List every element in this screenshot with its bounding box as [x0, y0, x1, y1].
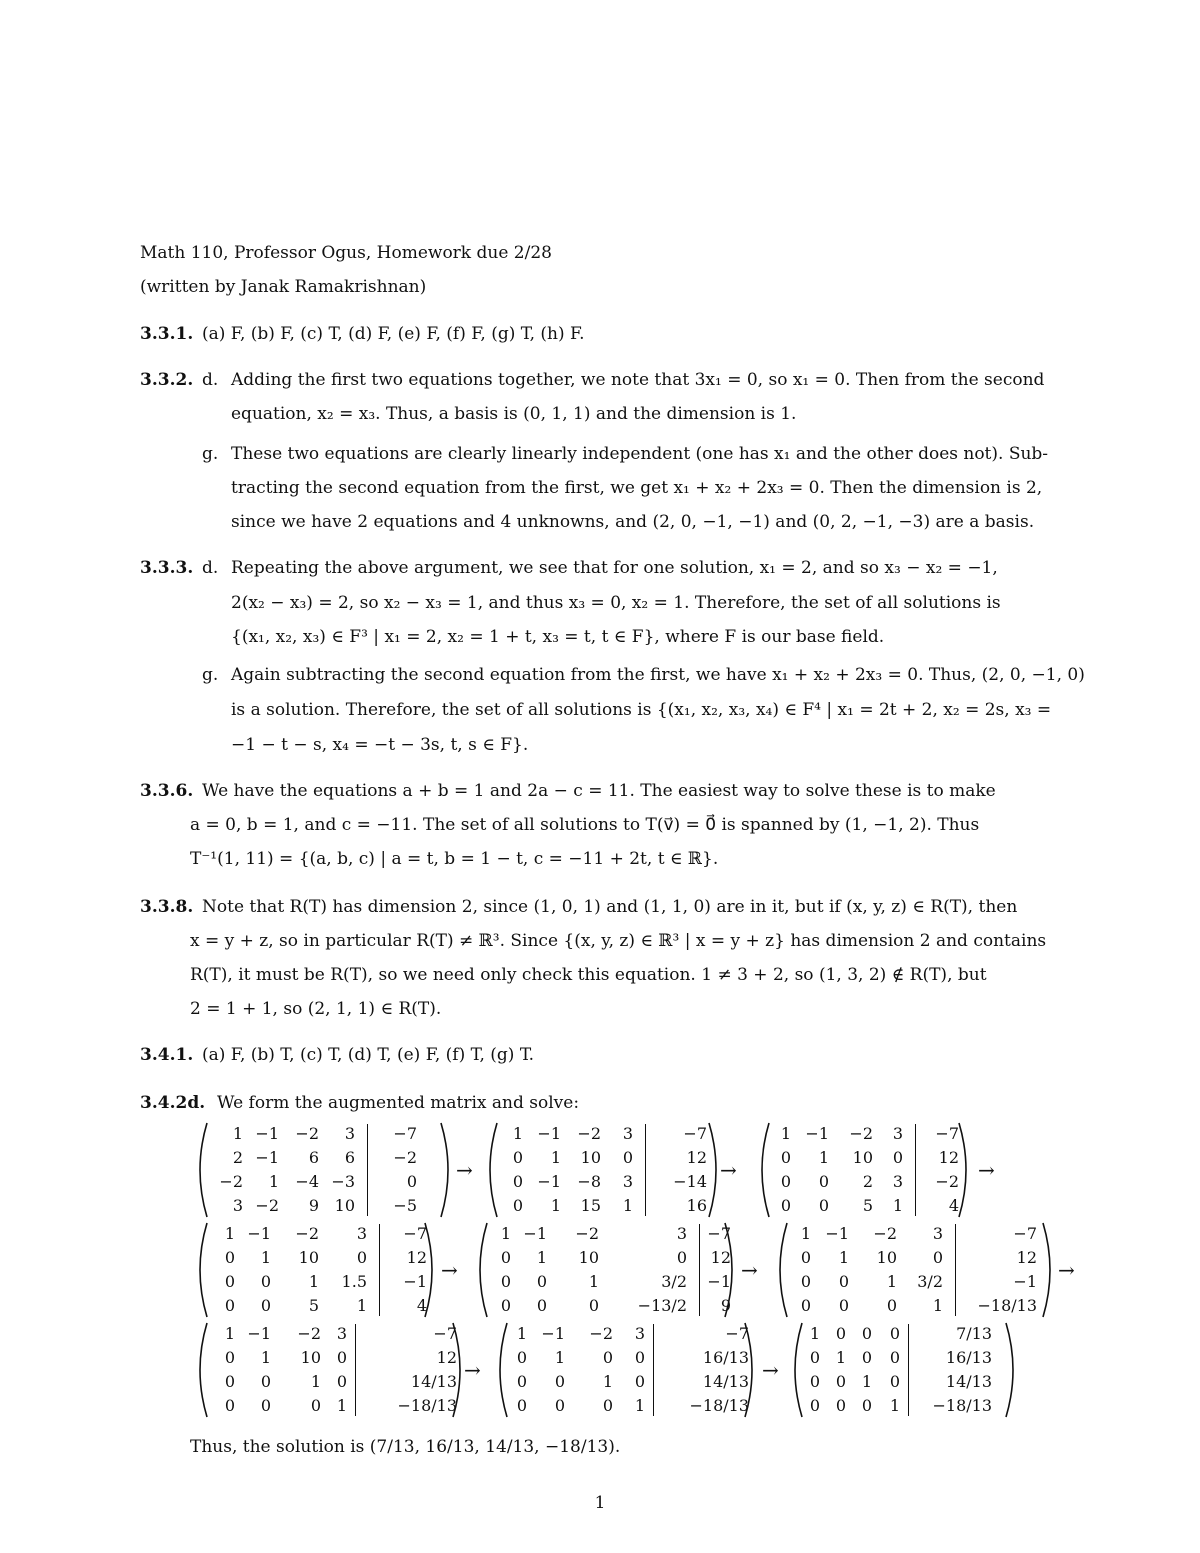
matrix-entry: −2	[935, 1172, 959, 1191]
matrix-entry: −2	[295, 1124, 319, 1143]
solution-line: a = 0, b = 1, and c = −11. The set of all solutions to T(v⃗) = 0⃗ is spanned by (1, −1, 2). Thus	[190, 815, 980, 835]
matrix-entry: 0	[516, 1396, 527, 1415]
matrix-entry: −18/13	[689, 1396, 749, 1415]
matrix-entry: 0	[310, 1396, 321, 1415]
matrix-entry: 10	[578, 1248, 599, 1267]
matrix-entry: 0	[536, 1272, 547, 1291]
matrix-entry: 12	[938, 1148, 959, 1167]
matrix-entry: −2	[295, 1224, 319, 1243]
solution-line: Note that R(T) has dimension 2, since (1, 0, 1) and (1, 1, 0) are in it, but if (x, y, z) ∈ R(T), then	[202, 897, 1018, 917]
matrix-entry: 3	[634, 1324, 645, 1343]
augment-bar	[908, 1324, 909, 1416]
reduction-arrow: →	[464, 1358, 481, 1382]
matrix-entry: 0	[406, 1172, 417, 1191]
matrix-entry: 1	[835, 1348, 846, 1367]
matrix-entry: 0	[602, 1396, 613, 1415]
matrix-entry: 0	[536, 1296, 547, 1315]
matrix-entry: −7	[393, 1124, 417, 1143]
matrix-entry: −8	[577, 1172, 601, 1191]
solution-line: 2 = 1 + 1, so (2, 1, 1) ∈ R(T).	[190, 999, 442, 1019]
reduction-arrow: →	[762, 1358, 779, 1382]
matrix-entry: −18/13	[977, 1296, 1037, 1315]
problem-number-3-4-2d: 3.4.2d.	[140, 1093, 206, 1113]
matrix-entry: 0	[818, 1172, 829, 1191]
matrix-entry: 0	[892, 1148, 903, 1167]
augmented-matrix	[195, 1122, 453, 1218]
matrix-entry: 1	[536, 1248, 547, 1267]
matrix-entry: 10	[334, 1196, 355, 1215]
augment-bar	[955, 1224, 956, 1316]
solution-line: These two equations are clearly linearly independent (one has x₁ and the other does not). Sub-	[231, 444, 1049, 464]
matrix-entry: 0	[818, 1196, 829, 1215]
reduction-arrow: →	[456, 1158, 473, 1182]
matrix-entry: 1	[932, 1296, 943, 1315]
matrix-entry: 0	[780, 1148, 791, 1167]
reduction-arrow: →	[441, 1258, 458, 1282]
matrix-entry: 0	[356, 1248, 367, 1267]
matrix-entry: 0	[889, 1348, 900, 1367]
matrix-entry: −1	[707, 1272, 731, 1291]
matrix-entry: −1	[255, 1148, 279, 1167]
matrix-entry: −7	[403, 1224, 427, 1243]
solution-conclusion: Thus, the solution is (7/13, 16/13, 14/13, −18/13).	[190, 1437, 621, 1457]
matrix-entry: 1	[224, 1224, 235, 1243]
matrix-entry: 0	[602, 1348, 613, 1367]
matrix-entry: 0	[260, 1372, 271, 1391]
matrix-entry: 1	[260, 1348, 271, 1367]
matrix-entry: 1	[356, 1296, 367, 1315]
matrix-entry: 10	[580, 1148, 601, 1167]
matrix-entry: 1	[500, 1224, 511, 1243]
reduction-arrow: →	[741, 1258, 758, 1282]
matrix-entry: 3	[622, 1172, 633, 1191]
matrix-entry: −2	[577, 1124, 601, 1143]
reduction-arrow: →	[720, 1158, 737, 1182]
matrix-entry: −4	[295, 1172, 319, 1191]
problem-answer-3-4-1: (a) F, (b) T, (c) T, (d) T, (e) F, (f) T, (g) T.	[202, 1045, 535, 1065]
right-parenthesis	[1006, 1323, 1013, 1417]
matrix-entry: 3	[932, 1224, 943, 1243]
matrix-entry: 3	[356, 1224, 367, 1243]
solution-line: {(x₁, x₂, x₃) ∈ F³ | x₁ = 2, x₂ = 1 + t, x₃ = t, t ∈ F}, where F is our base field.	[231, 627, 885, 647]
matrix-entry: 1	[886, 1272, 897, 1291]
solution-line: 2(x₂ − x₃) = 2, so x₂ − x₃ = 1, and thus x₃ = 0, x₂ = 1. Therefore, the set of all solutions is	[231, 593, 1001, 613]
matrix-entry: 14/13	[945, 1372, 992, 1391]
matrix-entry: 3	[344, 1124, 355, 1143]
matrix-entry: 14/13	[410, 1372, 457, 1391]
matrix-entry: 0	[622, 1148, 633, 1167]
solution-line: Again subtracting the second equation from the first, we have x₁ + x₂ + 2x₃ = 0. Thus, (2, 0, −1, 0)	[231, 665, 1085, 685]
matrix-entry: 10	[852, 1148, 873, 1167]
matrix-entry: 0	[634, 1348, 645, 1367]
matrix-entry: 6	[308, 1148, 319, 1167]
matrix-entry: 1	[889, 1396, 900, 1415]
matrix-entry: −18/13	[932, 1396, 992, 1415]
matrix-entry: 1	[550, 1148, 561, 1167]
matrix-entry: 0	[634, 1372, 645, 1391]
matrix-entry: 12	[710, 1248, 731, 1267]
matrix-entry: 2	[862, 1172, 873, 1191]
matrix-entry: −1	[825, 1224, 849, 1243]
augmented-matrix	[195, 1322, 465, 1418]
matrix-entry: 3	[892, 1124, 903, 1143]
matrix-entry: 1	[224, 1324, 235, 1343]
header-author: (written by Janak Ramakrishnan)	[140, 277, 427, 297]
augmented-matrix	[790, 1322, 1018, 1418]
matrix-entry: 3	[336, 1324, 347, 1343]
matrix-entry: 3	[676, 1224, 687, 1243]
matrix-entry: −14	[673, 1172, 707, 1191]
matrix-entry: 0	[260, 1296, 271, 1315]
right-parenthesis	[959, 1123, 966, 1217]
matrix-entry: 0	[554, 1396, 565, 1415]
matrix-entry: 0	[861, 1348, 872, 1367]
matrix-entry: 0	[260, 1396, 271, 1415]
matrix-entry: 1.5	[341, 1272, 367, 1291]
solution-line: −1 − t − s, x₄ = −t − 3s, t, s ∈ F}.	[231, 735, 529, 755]
matrix-entry: 12	[1016, 1248, 1037, 1267]
matrix-entry: −2	[297, 1324, 321, 1343]
matrix-entry: 16/13	[702, 1348, 749, 1367]
matrix-entry: 0	[889, 1324, 900, 1343]
matrix-entry: −1	[403, 1272, 427, 1291]
matrix-entry: 0	[260, 1272, 271, 1291]
matrix-entry: 3/2	[917, 1272, 943, 1291]
augmented-matrix	[475, 1222, 737, 1318]
matrix-entry: −2	[589, 1324, 613, 1343]
matrix-entry: 0	[932, 1248, 943, 1267]
matrix-entry: −7	[1013, 1224, 1037, 1243]
matrix-entry: −1	[805, 1124, 829, 1143]
augmented-matrix	[485, 1122, 721, 1218]
matrix-entry: −1	[1013, 1272, 1037, 1291]
matrix-entry: −1	[247, 1224, 271, 1243]
matrix-entry: 0	[554, 1372, 565, 1391]
matrix-entry: 1	[809, 1324, 820, 1343]
matrix-entry: 0	[512, 1148, 523, 1167]
matrix-entry: −2	[219, 1172, 243, 1191]
matrix-entry: 3	[232, 1196, 243, 1215]
augmented-matrix	[195, 1222, 437, 1318]
matrix-entry: −2	[575, 1224, 599, 1243]
matrix-entry: 0	[838, 1272, 849, 1291]
matrix-entry: −7	[935, 1124, 959, 1143]
matrix-entry: 0	[336, 1372, 347, 1391]
problem-number-3-3-8: 3.3.8.	[140, 897, 194, 917]
matrix-entry: 0	[838, 1296, 849, 1315]
augmented-matrix	[495, 1322, 757, 1418]
part-label-g: g.	[202, 444, 219, 464]
problem-number-3-3-6: 3.3.6.	[140, 781, 194, 801]
matrix-entry: −1	[255, 1124, 279, 1143]
matrix-entry: 1	[268, 1172, 279, 1191]
page-number: 1	[594, 1493, 606, 1513]
matrix-entry: 0	[224, 1348, 235, 1367]
right-parenthesis	[1043, 1223, 1050, 1317]
matrix-entry: 0	[224, 1272, 235, 1291]
matrix-entry: 1	[634, 1396, 645, 1415]
matrix-entry: −2	[849, 1124, 873, 1143]
matrix-entry: 0	[780, 1196, 791, 1215]
matrix-entry: 1	[310, 1372, 321, 1391]
solution-line: R(T), it must be R(T), so we need only check this equation. 1 ≠ 3 + 2, so (1, 3, 2) ∉ R(T), but	[190, 965, 987, 985]
matrix-entry: 5	[308, 1296, 319, 1315]
matrix-entry: −7	[725, 1324, 749, 1343]
matrix-entry: 10	[876, 1248, 897, 1267]
matrix-entry: 0	[809, 1372, 820, 1391]
matrix-entry: 1	[308, 1272, 319, 1291]
matrix-entry: 0	[809, 1396, 820, 1415]
solution-line: We have the equations a + b = 1 and 2a − c = 11. The easiest way to solve these is to make	[202, 781, 996, 801]
matrix-entry: 1	[554, 1348, 565, 1367]
matrix-entry: 4	[948, 1196, 959, 1215]
part-label-d: d.	[202, 370, 219, 390]
matrix-entry: 0	[780, 1172, 791, 1191]
matrix-entry: 3	[892, 1172, 903, 1191]
matrix-entry: 0	[516, 1348, 527, 1367]
solution-line: Adding the first two equations together, we note that 3x₁ = 0, so x₁ = 0. Then from the second	[231, 370, 1045, 390]
matrix-entry: 6	[344, 1148, 355, 1167]
header-title: Math 110, Professor Ogus, Homework due 2/28	[140, 243, 552, 263]
part-label-d: d.	[202, 558, 219, 578]
solution-line: T⁻¹(1, 11) = {(a, b, c) | a = t, b = 1 − t, c = −11 + 2t, t ∈ ℝ}.	[190, 849, 719, 869]
problem-number-3-3-2: 3.3.2.	[140, 370, 194, 390]
matrix-entry: −7	[707, 1224, 731, 1243]
matrix-entry: 14/13	[702, 1372, 749, 1391]
matrix-entry: 0	[861, 1324, 872, 1343]
matrix-entry: 1	[838, 1248, 849, 1267]
matrix-entry: 1	[550, 1196, 561, 1215]
matrix-entry: −7	[683, 1124, 707, 1143]
matrix-entry: −1	[247, 1324, 271, 1343]
matrix-entry: −18/13	[397, 1396, 457, 1415]
matrix-entry: 1	[260, 1248, 271, 1267]
matrix-entry: 1	[861, 1372, 872, 1391]
matrix-entry: −2	[873, 1224, 897, 1243]
matrix-entry: 0	[835, 1324, 846, 1343]
matrix-entry: 16/13	[945, 1348, 992, 1367]
solution-line: is a solution. Therefore, the set of all solutions is {(x₁, x₂, x₃, x₄) ∈ F⁴ | x₁ = 2t + 2, x₂ = 2s, x₃ =	[231, 700, 1052, 720]
matrix-entry: 0	[809, 1348, 820, 1367]
matrix-entry: 0	[500, 1272, 511, 1291]
matrix-entry: 0	[588, 1296, 599, 1315]
augment-bar	[653, 1324, 654, 1416]
matrix-entry: 0	[516, 1372, 527, 1391]
matrix-entry: 1	[232, 1124, 243, 1143]
matrix-entry: 16	[686, 1196, 707, 1215]
matrix-entry: 10	[300, 1348, 321, 1367]
matrix-entry: 0	[224, 1396, 235, 1415]
matrix-entry: −2	[255, 1196, 279, 1215]
matrix-entry: 0	[512, 1196, 523, 1215]
solution-line: tracting the second equation from the first, we get x₁ + x₂ + 2x₃ = 0. Then the dimension is 2,	[231, 478, 1043, 498]
matrix-entry: 0	[861, 1396, 872, 1415]
matrix-entry: 2	[232, 1148, 243, 1167]
matrix-entry: 0	[224, 1296, 235, 1315]
matrix-entry: 0	[886, 1296, 897, 1315]
matrix-entry: 1	[800, 1224, 811, 1243]
problem-number-3-3-3: 3.3.3.	[140, 558, 194, 578]
matrix-entry: −1	[537, 1172, 561, 1191]
matrix-entry: 12	[686, 1148, 707, 1167]
matrix-entry: 1	[588, 1272, 599, 1291]
matrix-entry: −7	[433, 1324, 457, 1343]
matrix-entry: 10	[298, 1248, 319, 1267]
matrix-entry: −1	[523, 1224, 547, 1243]
matrix-entry: 9	[308, 1196, 319, 1215]
matrix-entry: 0	[224, 1248, 235, 1267]
problem-number-3-4-1: 3.4.1.	[140, 1045, 194, 1065]
augment-bar	[355, 1324, 356, 1416]
matrix-entry: 12	[406, 1248, 427, 1267]
matrix-entry: 0	[676, 1248, 687, 1267]
matrix-entry: 0	[889, 1372, 900, 1391]
part-label-g: g.	[202, 665, 219, 685]
matrix-entry: 9	[720, 1296, 731, 1315]
matrix-entry: 15	[580, 1196, 601, 1215]
solution-line: x = y + z, so in particular R(T) ≠ ℝ³. Since {(x, y, z) ∈ ℝ³ | x = y + z} has dimension 2 and contains	[190, 931, 1047, 951]
matrix-entry: 0	[800, 1296, 811, 1315]
matrix-entry: 5	[862, 1196, 873, 1215]
matrix-entry: −5	[393, 1196, 417, 1215]
matrix-entry: 0	[336, 1348, 347, 1367]
matrix-entry: 1	[780, 1124, 791, 1143]
solution-line: Repeating the above argument, we see that for one solution, x₁ = 2, and so x₃ − x₂ = −1,	[231, 558, 998, 578]
matrix-entry: 0	[512, 1172, 523, 1191]
matrix-entry: 3	[622, 1124, 633, 1143]
matrix-entry: 0	[800, 1272, 811, 1291]
matrix-entry: 12	[436, 1348, 457, 1367]
matrix-entry: 0	[500, 1296, 511, 1315]
matrix-entry: −13/2	[637, 1296, 687, 1315]
matrix-entry: 0	[835, 1372, 846, 1391]
augmented-matrix	[775, 1222, 1055, 1318]
matrix-entry: 4	[416, 1296, 427, 1315]
matrix-entry: −1	[537, 1124, 561, 1143]
matrix-entry: 0	[835, 1396, 846, 1415]
matrix-entry: 0	[500, 1248, 511, 1267]
matrix-entry: 0	[800, 1248, 811, 1267]
solution-line: equation, x₂ = x₃. Thus, a basis is (0, 1, 1) and the dimension is 1.	[231, 404, 797, 424]
matrix-entry: 3/2	[661, 1272, 687, 1291]
matrix-entry: −1	[541, 1324, 565, 1343]
matrix-entry: 1	[818, 1148, 829, 1167]
matrix-entry: −2	[393, 1148, 417, 1167]
problem-number-3-3-1: 3.3.1.	[140, 324, 194, 344]
matrix-entry: 1	[622, 1196, 633, 1215]
matrix-entry: 0	[224, 1372, 235, 1391]
reduction-arrow: →	[978, 1158, 995, 1182]
matrix-entry: 1	[602, 1372, 613, 1391]
solution-intro: We form the augmented matrix and solve:	[217, 1093, 580, 1113]
problem-answer-3-3-1: (a) F, (b) F, (c) T, (d) F, (e) F, (f) F, (g) T, (h) F.	[202, 324, 585, 344]
reduction-arrow: →	[1058, 1258, 1075, 1282]
matrix-entry: 1	[516, 1324, 527, 1343]
matrix-entry: 7/13	[956, 1324, 992, 1343]
solution-line: since we have 2 equations and 4 unknowns, and (2, 0, −1, −1) and (0, 2, −1, −3) are a basis.	[231, 512, 1035, 532]
augmented-matrix	[757, 1122, 971, 1218]
matrix-entry: 1	[512, 1124, 523, 1143]
matrix-entry: 1	[892, 1196, 903, 1215]
matrix-entry: 1	[336, 1396, 347, 1415]
matrix-entry: −3	[331, 1172, 355, 1191]
